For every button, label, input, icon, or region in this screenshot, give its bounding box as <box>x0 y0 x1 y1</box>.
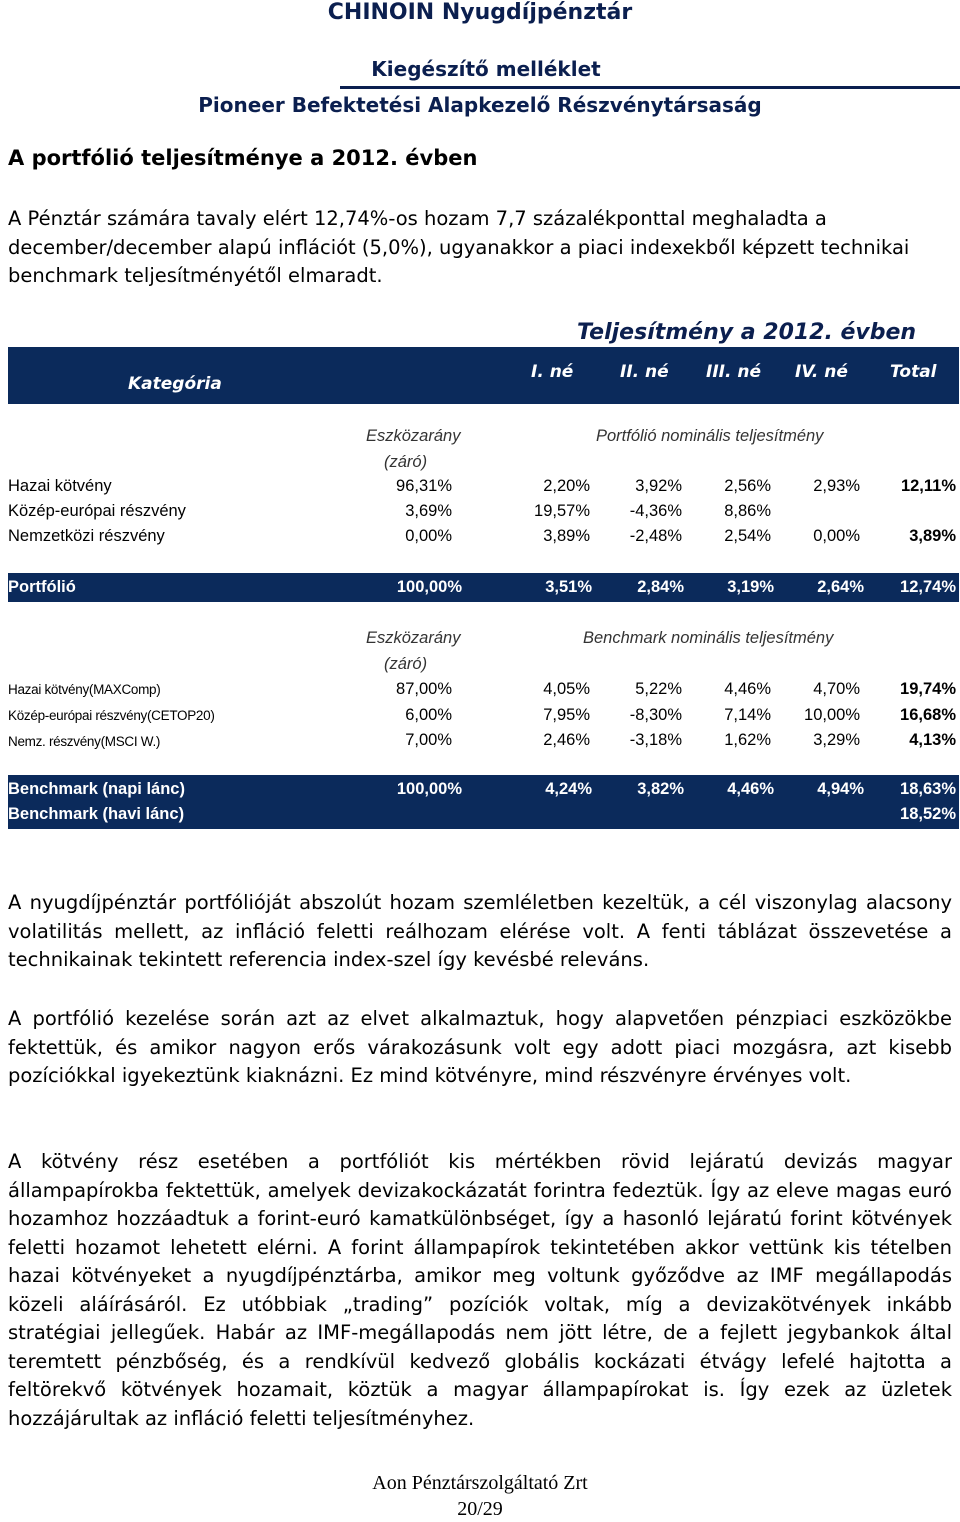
header-rule <box>340 86 960 89</box>
quarter-1-header: I. né <box>531 362 574 382</box>
table-cell-q1: 3,89% <box>543 527 590 545</box>
category-header: Kategória <box>128 374 222 394</box>
table-cell-q1: 7,95% <box>543 706 590 724</box>
benchmark-daily-q4: 4,94% <box>817 780 864 798</box>
table-cell-q2: -8,30% <box>629 706 682 724</box>
intro-paragraph: A Pénztár számára tavaly elért 12,74%-os hozam 7,7 százalékponttal meghaladta a december/december alapú inflációt (5,0%), ugyanakkor a piaci indexekből képzett technikai benchmark teljesítményétől elmaradt. <box>8 207 910 287</box>
table-cell-q4: 0,00% <box>813 527 860 545</box>
table-cell-share: 87,00% <box>396 680 452 698</box>
table-cell-q4: 2,93% <box>813 477 860 495</box>
table-cell-q3: 1,62% <box>724 731 771 749</box>
organization-title: CHINOIN Nyugdíjpénztár <box>327 0 633 25</box>
table-cell-q1: 2,46% <box>543 731 590 749</box>
total-header: Total <box>890 362 937 382</box>
benchmark-daily-label: Benchmark (napi lánc) <box>8 780 185 798</box>
portfolio-total-q3: 3,19% <box>727 578 774 596</box>
table-cell-q2: -3,18% <box>629 731 682 749</box>
table-cell-q4: 4,70% <box>813 680 860 698</box>
manager-title: Pioneer Befektetési Alapkezelő Részvénytársaság <box>198 93 762 117</box>
table-cell-share: 0,00% <box>405 527 452 545</box>
portfolio-total-q1: 3,51% <box>545 578 592 596</box>
portfolio-total-q2: 2,84% <box>637 578 684 596</box>
table-row-label: Hazai kötvény(MAXComp) <box>8 682 161 697</box>
table-cell-total: 12,11% <box>900 477 956 495</box>
benchmark-daily-q3: 4,46% <box>727 780 774 798</box>
paragraph-2: A portfólió kezelése során azt az elvet alkalmaztuk, hogy alapvetően pénzpiaci eszközökbe fektettük, és amikor nagyon erős várakozásunk volt egy adott piaci mozgásra, azt kisebb pozíciókkal igyekeztünk kiaknázni. Ez mind kötvényre, mind részvényre érvényes volt. <box>8 1007 952 1087</box>
table-cell-q1: 19,57% <box>534 502 590 520</box>
benchmark-asset-share-header: Eszközarány <box>366 629 461 647</box>
table-cell-share: 3,69% <box>405 502 452 520</box>
performance-table-title: Teljesítmény a 2012. évben <box>577 320 917 345</box>
paragraph-3: A kötvény rész esetében a portfóliót kis mértékben rövid lejáratú devizás magyar állampapírokba fektettük, amelyek devizakockázatát forintra fedeztük. Így az eleve magas euró hozamhoz hozzáadtuk a forint-euró kamatkülönbséget, így a hasonló lejáratú forint kötvények feletti hozamot lehetett elérni. A forint állampapírok tekintetében akkor vettünk kis tételben hazai kötvényeket a nyugdíjpénztárba, amikor meg voltunk győződve az IMF megállapodás közeli aláírásáról. Ez utóbbiak „trading” pozíciók voltak, míg a devizakötvények inkább stratégiai jellegűek. Habár az IMF-megállapodás nem jött létre, de a fejlett jegybankok által teremtett pénzbőség, és a rendkívül kedvező globális kockázati étvágy lefelé hajtotta a feltörekvő kötvények hozamait, köztük a magyar állampapírokat is. Így ezek az üzletek hozzájárultak az infláció feletti teljesítményhez. <box>8 1150 952 1430</box>
page-number: 20/29 <box>457 1498 503 1520</box>
quarter-3-header: III. né <box>706 362 761 382</box>
table-cell-q3: 7,14% <box>724 706 771 724</box>
table-header-bar <box>8 347 959 404</box>
benchmark-nominal-header: Benchmark nominális teljesítmény <box>583 629 834 647</box>
table-cell-share: 96,31% <box>396 477 452 495</box>
benchmark-asset-share-closing-header: (záró) <box>384 655 428 673</box>
table-cell-total: 4,13% <box>909 731 956 749</box>
section-title: A portfólió teljesítménye a 2012. évben <box>8 146 478 170</box>
table-cell-q2: -2,48% <box>629 527 682 545</box>
table-row-label: Nemzetközi részvény <box>8 527 165 545</box>
paragraph-1: A nyugdíjpénztár portfólióját abszolút hozam szemléletben kezeltük, a cél viszonylag alacsony volatilitás mellett, az infláció feletti reálhozam elérése volt. A fenti táblázat összevetése a technikainak tekintett referencia index-szel így kevésbé releváns. <box>8 891 952 971</box>
benchmark-daily-q1: 4,24% <box>545 780 592 798</box>
quarter-2-header: II. né <box>620 362 669 382</box>
portfolio-total-label: Portfólió <box>8 578 76 596</box>
portfolio-total-q4: 2,64% <box>817 578 864 596</box>
table-cell-q1: 2,20% <box>543 477 590 495</box>
table-row-label: Hazai kötvény <box>8 477 112 495</box>
footer-company: Aon Pénztárszolgáltató Zrt <box>372 1472 588 1494</box>
table-row-label: Közép-európai részvény <box>8 502 186 520</box>
table-cell-total: 3,89% <box>909 527 956 545</box>
table-cell-q3: 2,56% <box>724 477 771 495</box>
table-cell-q4: 3,29% <box>813 731 860 749</box>
table-cell-q1: 4,05% <box>543 680 590 698</box>
benchmark-daily-q2: 3,82% <box>637 780 684 798</box>
table-cell-q3: 8,86% <box>724 502 771 520</box>
table-cell-total: 19,74% <box>900 680 956 698</box>
benchmark-monthly-label: Benchmark (havi lánc) <box>8 805 185 823</box>
portfolio-total-row <box>8 573 959 602</box>
table-cell-q2: 3,92% <box>635 477 682 495</box>
table-row-label: Nemz. részvény(MSCI W.) <box>8 734 161 749</box>
table-cell-share: 7,00% <box>405 731 452 749</box>
benchmark-monthly-total: 18,52% <box>900 805 956 823</box>
asset-share-header: Eszközarány <box>366 427 461 445</box>
table-cell-q4: 10,00% <box>804 706 860 724</box>
portfolio-total-share: 100,00% <box>396 578 462 596</box>
benchmark-total-rows <box>8 775 959 829</box>
table-row-label: Közép-európai részvény(CETOP20) <box>8 708 215 723</box>
asset-share-closing-header: (záró) <box>384 453 428 471</box>
benchmark-daily-share: 100,00% <box>396 780 462 798</box>
portfolio-total-total: 12,74% <box>900 578 956 596</box>
table-cell-total: 16,68% <box>900 706 956 724</box>
table-cell-q3: 2,54% <box>724 527 771 545</box>
portfolio-nominal-header: Portfólió nominális teljesítmény <box>596 427 824 445</box>
table-cell-q3: 4,46% <box>724 680 771 698</box>
table-cell-q2: 5,22% <box>635 680 682 698</box>
quarter-4-header: IV. né <box>795 362 848 382</box>
supplement-title: Kiegészítő melléklet <box>371 57 601 81</box>
benchmark-daily-total: 18,63% <box>900 780 956 798</box>
table-cell-share: 6,00% <box>405 706 452 724</box>
table-cell-q2: -4,36% <box>629 502 682 520</box>
